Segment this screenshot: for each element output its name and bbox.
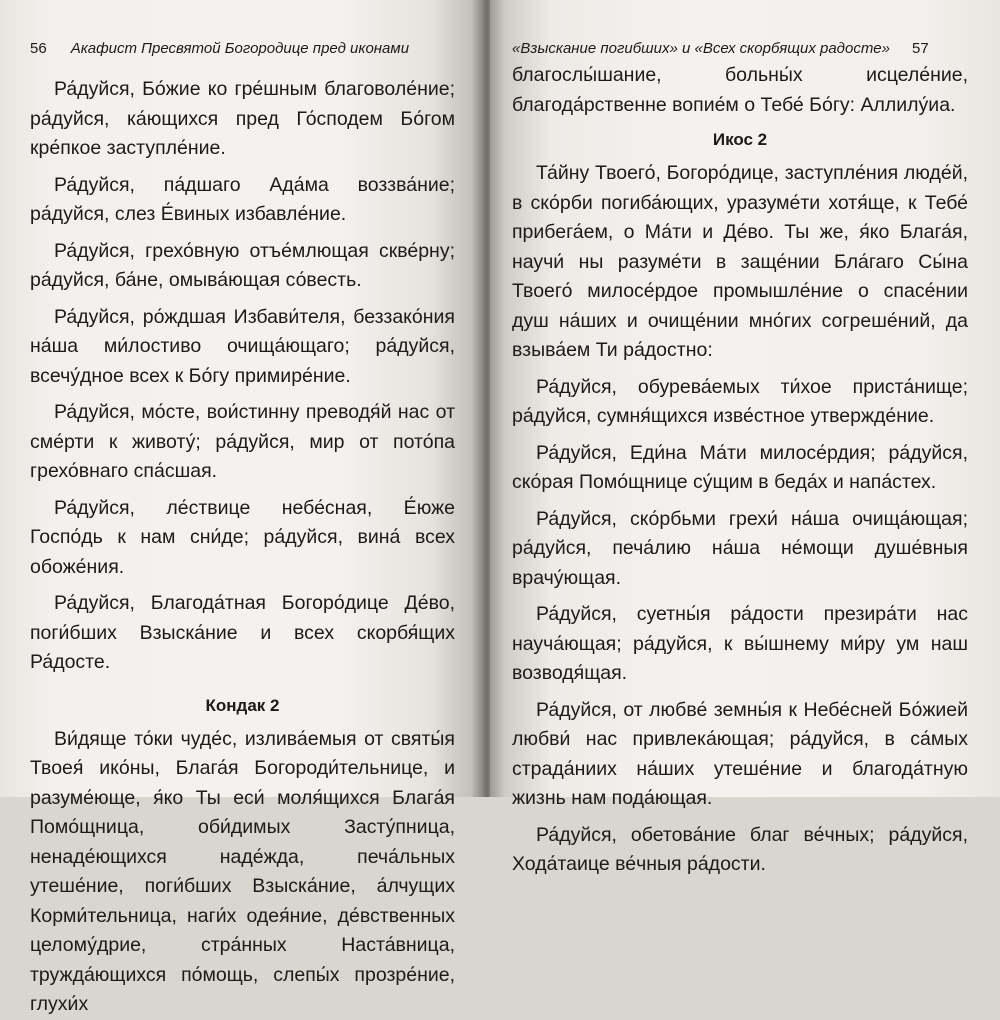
section-heading-kondak: Кондак 2 (205, 695, 280, 715)
paragraph: Та́йну Твоего́, Богоро́дице, заступле́ния люде́й, в ско́рби погиба́ющих, уразуме́ти хотя́ще, к Тебе́ прибега́ем, о Ма́ти и Де́во. Ты же, я́ко Блага́я, научи́ ны разуме́ти в заще́нии Бла́гаго Сы́на Твоего́ милосе́рдое промышле́ние о спасе́нии душ на́ших и очище́нии мно́гих согреше́ний, да взыва́ем Ти ра́достно: (512, 162, 968, 361)
left-text-block (30, 75, 455, 678)
page-number-left: 56 (30, 40, 47, 57)
left-page (0, 0, 478, 1015)
running-head-title-right: «Взыскание погибших» и «Всех скорбящих радосте» (512, 40, 890, 57)
paragraph: Ра́дуйся, грехо́вную отъе́млющая скве́рну; ра́дуйся, ба́не, омыва́ющая со́весть. (30, 239, 455, 291)
paragraph: Ра́дуйся, Бо́жие ко гре́шным благоволе́ние; ра́дуйся, ка́ющихся пред Го́сподем Бо́гом кре́пкое заступле́ние. (30, 78, 455, 159)
right-page (490, 0, 1000, 875)
page-number-right: 57 (912, 40, 929, 57)
paragraph: Ра́дуйся, ле́ствице небе́сная, Е́юже Госпо́дь к нам сни́де; ра́дуйся, вина́ всех обоже́ния. (30, 496, 455, 578)
right-text-block (512, 159, 968, 880)
paragraph: Ра́дуйся, Благода́тная Богоро́дице Де́во, поги́бших Взыска́ние и всех скорбя́щих Ра́досте. (30, 592, 455, 673)
paragraph: Ви́дяще то́ки чуде́с, излива́емыя от святы́я Твоея́ ико́ны, Блага́я Богороди́тельнице, и разуме́юще, я́ко Ты еси́ моля́щихся Блага́я Помо́щница, оби́димых Засту́пница, ненаде́ющихся наде́жда, печа́льных утеше́ние, поги́бших Взыска́ние, а́лчущих Корми́тельница, наги́х одея́ние, де́вственных целому́дрие, стра́нных Наста́вница, тружда́ющихся по́мощь, слепы́х прозре́ние, глухи́х (30, 727, 455, 1015)
right-text-continuation (512, 61, 968, 120)
running-head-title-left: Акафист Пресвятой Богородице пред иконами (70, 40, 410, 57)
paragraph: Ра́дуйся, суетны́я ра́дости презира́ти нас науча́ющая; ра́дуйся, к вы́шнему ми́ру ум наш возводя́щая. (512, 603, 968, 684)
paragraph: Ра́дуйся, ско́рбьми грехи́ на́ша очища́ющая; ра́дуйся, печа́лию на́ша не́мощи душе́вныя врачу́ющая. (512, 507, 968, 589)
paragraph: Ра́дуйся, обурева́емых ти́хое приста́нище; ра́дуйся, сумня́щихся изве́стное утвержде́ние. (512, 375, 968, 427)
right-running-head (512, 40, 952, 57)
paragraph: Ра́дуйся, па́дшаго Ада́ма воззва́ние; ра́дуйся, слез Е́виных избавле́ние. (30, 173, 455, 225)
paragraph: Ра́дуйся, ро́ждшая Избави́теля, беззако́ния на́ша ми́лостиво очища́ющаго; ра́дуйся, всечу́дное всех к Бо́гу примире́ние. (30, 305, 455, 387)
section-heading-ikos: Икос 2 (712, 130, 768, 149)
paragraph: Ра́дуйся, мо́сте, вои́стинну преводя́й нас от сме́рти к животу́; ра́дуйся, мир от пото́па грехо́внаго спа́сшая. (30, 401, 455, 482)
left-running-head (30, 40, 450, 57)
paragraph: Ра́дуйся, от любве́ земны́я к Небе́сней Бо́жией любви́ нас привлека́ющая; ра́дуйся, в са́мых страда́ниих на́ших утеше́ние и благода́тную жизнь нам пода́ющая. (512, 698, 968, 809)
left-text-block-after (30, 725, 455, 1020)
paragraph: благослы́шание, больны́х исцеле́ние, благода́рственне вопие́м о Тебе́ Бо́гу: Аллилу́иа. (512, 64, 968, 116)
paragraph: Ра́дуйся, Еди́на Ма́ти милосе́рдия; ра́дуйся, ско́рая Помо́щнице су́щим в беда́х и напа́стех. (512, 441, 968, 493)
paragraph: Ра́дуйся, обетова́ние благ ве́чных; ра́дуйся, Хода́таице ве́чныя ра́дости. (512, 823, 968, 875)
